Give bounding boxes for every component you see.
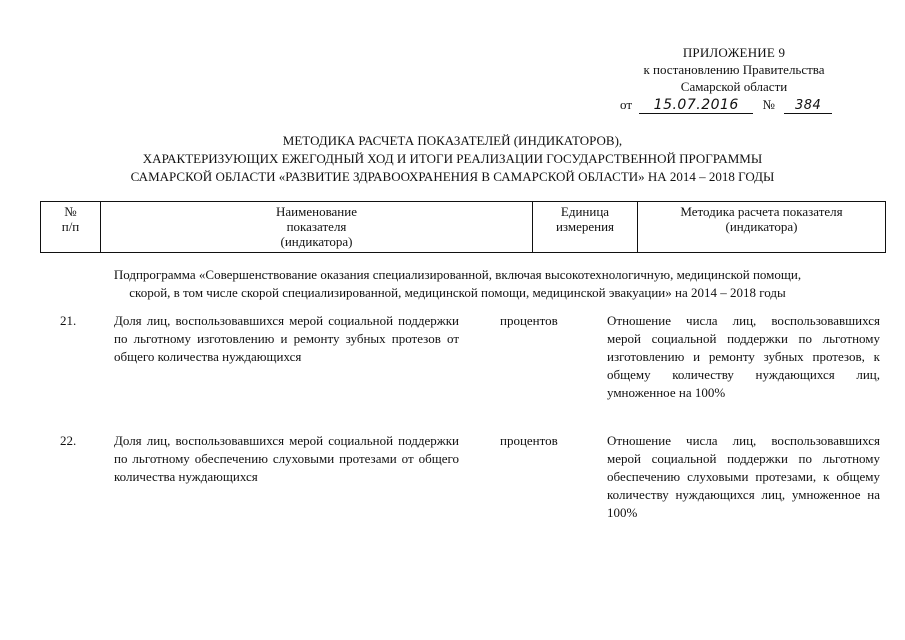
header-col-method-line-1: Методика расчета показателя xyxy=(680,204,843,219)
handwritten-date: 15.07.2016 xyxy=(639,98,753,114)
row-unit: процентов xyxy=(500,313,558,328)
row-indicator-name: Доля лиц, воспользовавшихся мерой социальной поддержки по льготному изготовлению и ремонту зубных протезов от общего количества нуждающихся xyxy=(114,313,459,364)
appendix-title: ПРИЛОЖЕНИЕ 9 xyxy=(682,45,786,60)
heading-line-2: ХАРАКТЕРИЗУЮЩИХ ЕЖЕГОДНЫЙ ХОД И ИТОГИ РЕАЛИЗАЦИИ ГОСУДАРСТВЕННОЙ ПРОГРАММЫ xyxy=(142,151,763,166)
document-heading xyxy=(30,132,875,186)
row-number: 21. xyxy=(60,313,77,328)
header-col-method-line-2: (индикатора) xyxy=(725,219,798,234)
header-col-number-line-2: п/п xyxy=(61,219,80,234)
handwritten-number: 384 xyxy=(784,98,832,114)
table-header xyxy=(40,201,886,253)
row-number: 22. xyxy=(60,433,77,448)
header-col-name-line-3: (индикатора) xyxy=(280,234,353,249)
subprogram-line-1: Подпрограмма «Совершенствование оказания специализированной, включая высокотехнологичную, медицинской помощи, xyxy=(113,267,802,282)
subprogram-line-2: скорой, в том числе скорой специализированной, медицинской помощи, медицинской эвакуации» на 2014 – 2018 годы xyxy=(129,285,786,300)
row-indicator-name: Доля лиц, воспользовавшихся мерой социальной поддержки по льготному обеспечению слуховыми протезами от общего количества нуждающихся xyxy=(114,433,459,484)
row-unit: процентов xyxy=(500,433,558,448)
row-method: Отношение числа лиц, воспользовавшихся мерой социальной поддержки по льготному обеспечению слуховыми протезами, к общему количеству нуждающихся лиц, умноженное на 100% xyxy=(607,433,880,520)
row-method: Отношение числа лиц, воспользовавшихся мерой социальной поддержки по льготному изготовлению и ремонту зубных протезов, к общему количеству нуждающихся лиц, умноженное на 100% xyxy=(607,313,880,400)
decree-line xyxy=(620,96,880,114)
appendix-block xyxy=(600,44,868,95)
header-col-unit xyxy=(533,202,638,252)
number-prefix: № xyxy=(762,97,775,112)
header-col-method xyxy=(638,202,885,252)
appendix-line-2: Самарской области xyxy=(680,79,788,94)
header-col-number xyxy=(41,202,101,252)
date-prefix: от xyxy=(620,97,633,112)
header-col-name xyxy=(101,202,533,252)
appendix-line-1: к постановлению Правительства xyxy=(643,62,825,77)
heading-line-1: МЕТОДИКА РАСЧЕТА ПОКАЗАТЕЛЕЙ (ИНДИКАТОРОВ), xyxy=(282,133,623,148)
subprogram-title xyxy=(30,266,885,302)
header-col-unit-line-1: Единица xyxy=(560,204,610,219)
header-col-name-line-2: показателя xyxy=(286,219,347,234)
heading-line-3: САМАРСКОЙ ОБЛАСТИ «РАЗВИТИЕ ЗДРАВООХРАНЕНИЯ В САМАРСКОЙ ОБЛАСТИ» НА 2014 – 2018 ГОДЫ xyxy=(130,169,775,184)
header-col-number-line-1: № xyxy=(64,204,77,219)
header-col-name-line-1: Наименование xyxy=(276,204,357,219)
header-col-unit-line-2: измерения xyxy=(555,219,615,234)
